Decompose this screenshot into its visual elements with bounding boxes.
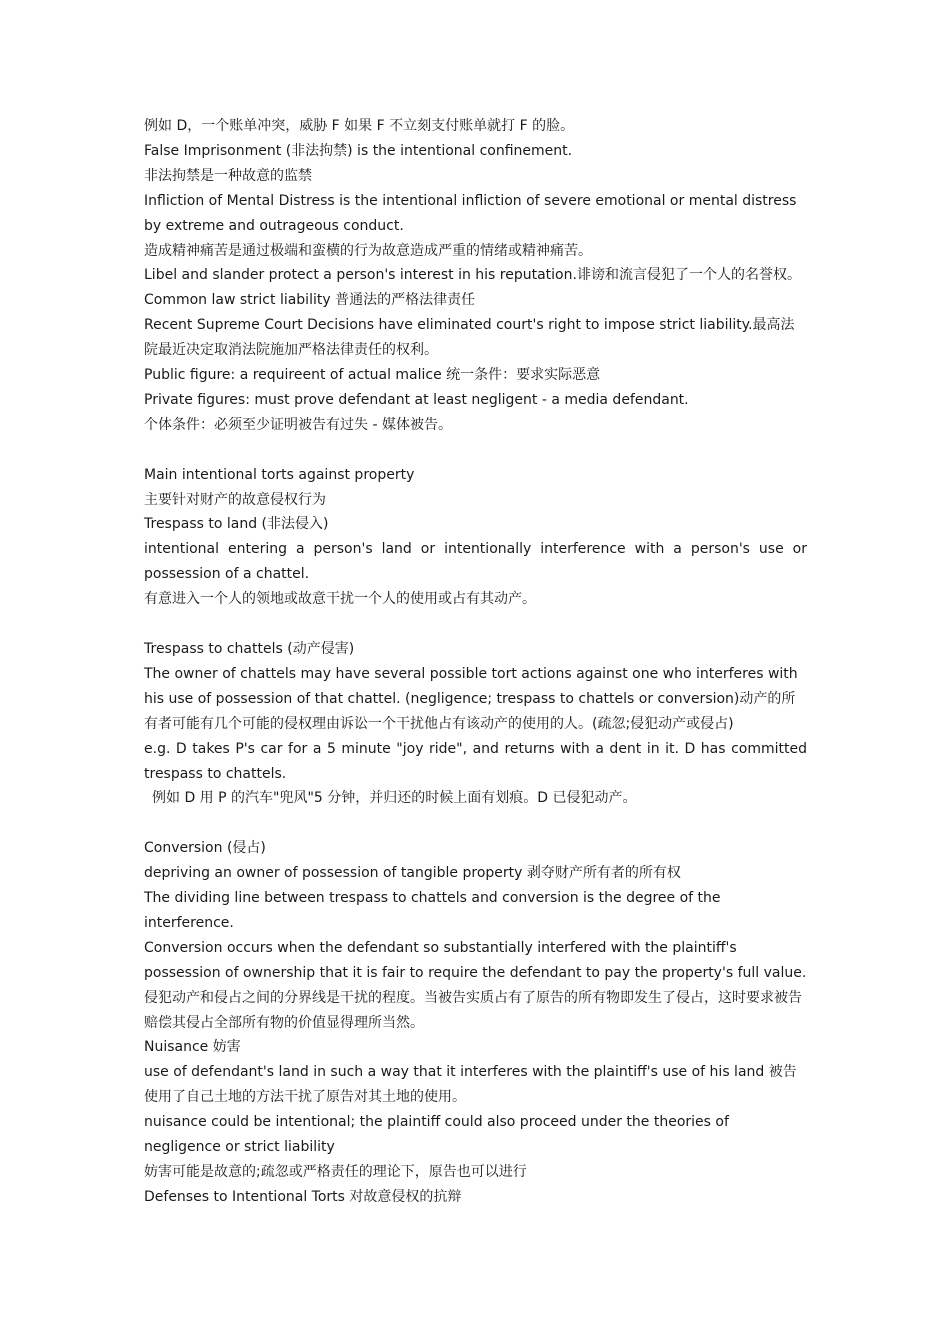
- paragraph-joy-ride-example-cn: 例如 D 用 P 的汽车"兜风"5 分钟，并归还的时候上面有划痕。D 已侵犯动产。: [152, 790, 637, 807]
- paragraph-nuisance-definition: use of defendant's land in such a way that it interferes with the plaintiff's use of his land 被告使用了自己土地的方法干扰了原告对其土地的使用。: [144, 1064, 797, 1106]
- paragraph-trespass-land-cn: 有意进入一个人的领地或故意干扰一个人的使用或占有其动产。: [144, 591, 536, 608]
- paragraph-public-figure: Public figure: a requireent of actual malice 统一条件：要求实际恶意: [144, 367, 601, 384]
- paragraph-chattels-owner: The owner of chattels may have several possible tort actions against one who interferes with his use of possession of that chattel. (negligence; trespass to chattels or conversion)动产的所有者可能有几个可能的侵权理由诉讼一个干扰他占有该动产的使用的人。(疏忽;侵犯动产或侵占): [144, 665, 798, 732]
- paragraph-defenses-heading: Defenses to Intentional Torts 对故意侵权的抗辩: [144, 1188, 462, 1205]
- paragraph-private-figures: Private figures: must prove defendant at least negligent - a media defendant.: [144, 391, 689, 408]
- blank-line: [144, 438, 807, 463]
- paragraph-dividing-line: The dividing line between trespass to chattels and conversion is the degree of the interference.: [144, 890, 721, 931]
- paragraph-supreme-court: Recent Supreme Court Decisions have eliminated court's right to impose strict liability.最高法院最近决定取消法院施加严格法律责任的权利。: [144, 317, 795, 359]
- paragraph-example-bill-threat: 例如 D，一个账单冲突，威胁 F 如果 F 不立刻支付账单就打 F 的脸。: [144, 118, 575, 134]
- paragraph-private-figures-cn: 个体条件：必须至少证明被告有过失 - 媒体被告。: [144, 416, 452, 433]
- paragraph-mental-distress-cn: 造成精神痛苦是通过极端和蛮横的行为故意造成严重的情绪或精神痛苦。: [144, 242, 592, 259]
- paragraph-joy-ride-example: e.g. D takes P's car for a 5 minute "joy ride", and returns with a dent in it. D has committed trespass to chattels.: [144, 740, 807, 782]
- paragraph-false-imprisonment-cn: 非法拘禁是一种故意的监禁: [144, 167, 312, 184]
- paragraph-conversion-heading: Conversion (侵占): [144, 840, 266, 857]
- paragraph-property-torts-heading: Main intentional torts against property: [144, 466, 415, 483]
- paragraph-trespass-chattels-heading: Trespass to chattels (动产侵害): [144, 641, 355, 657]
- paragraph-nuisance-cn: 妨害可能是故意的;疏忽或严格责任的理论下，原告也可以进行: [144, 1164, 527, 1181]
- paragraph-nuisance-heading: Nuisance 妨害: [144, 1039, 241, 1056]
- paragraph-conversion-definition: depriving an owner of possession of tangible property 剥夺财产所有者的所有权: [144, 865, 681, 882]
- document-page: [144, 114, 807, 1210]
- paragraph-libel-slander: Libel and slander protect a person's interest in his reputation.诽谤和流言侵犯了一个人的名誉权。: [144, 267, 801, 284]
- paragraph-trespass-land-definition: intentional entering a person's land or intentionally interference with a person's use or possession of a chattel.: [144, 541, 807, 583]
- paragraph-mental-distress: Infliction of Mental Distress is the intentional infliction of severe emotional or mental distress by extreme and outrageous conduct.: [144, 192, 797, 234]
- paragraph-conversion-occurs: Conversion occurs when the defendant so substantially interfered with the plaintiff's possession of ownership that it is fair to require the defendant to pay the property's full value.: [144, 939, 807, 981]
- blank-line: [144, 612, 807, 637]
- paragraph-nuisance-intentional: nuisance could be intentional; the plaintiff could also proceed under the theories of negligence or strict liability: [144, 1114, 729, 1156]
- blank-line: [144, 811, 807, 836]
- paragraph-conversion-cn: 侵犯动产和侵占之间的分界线是干扰的程度。当被告实质占有了原告的所有物即发生了侵占，这时要求被告赔偿其侵占全部所有物的价值显得理所当然。: [144, 989, 802, 1031]
- paragraph-trespass-land-heading: Trespass to land (非法侵入): [144, 516, 329, 533]
- paragraph-false-imprisonment: False Imprisonment (非法拘禁) is the intentional confinement.: [144, 142, 573, 159]
- paragraph-strict-liability-heading: Common law strict liability 普通法的严格法律责任: [144, 292, 476, 309]
- paragraph-property-torts-heading-cn: 主要针对财产的故意侵权行为: [144, 491, 326, 508]
